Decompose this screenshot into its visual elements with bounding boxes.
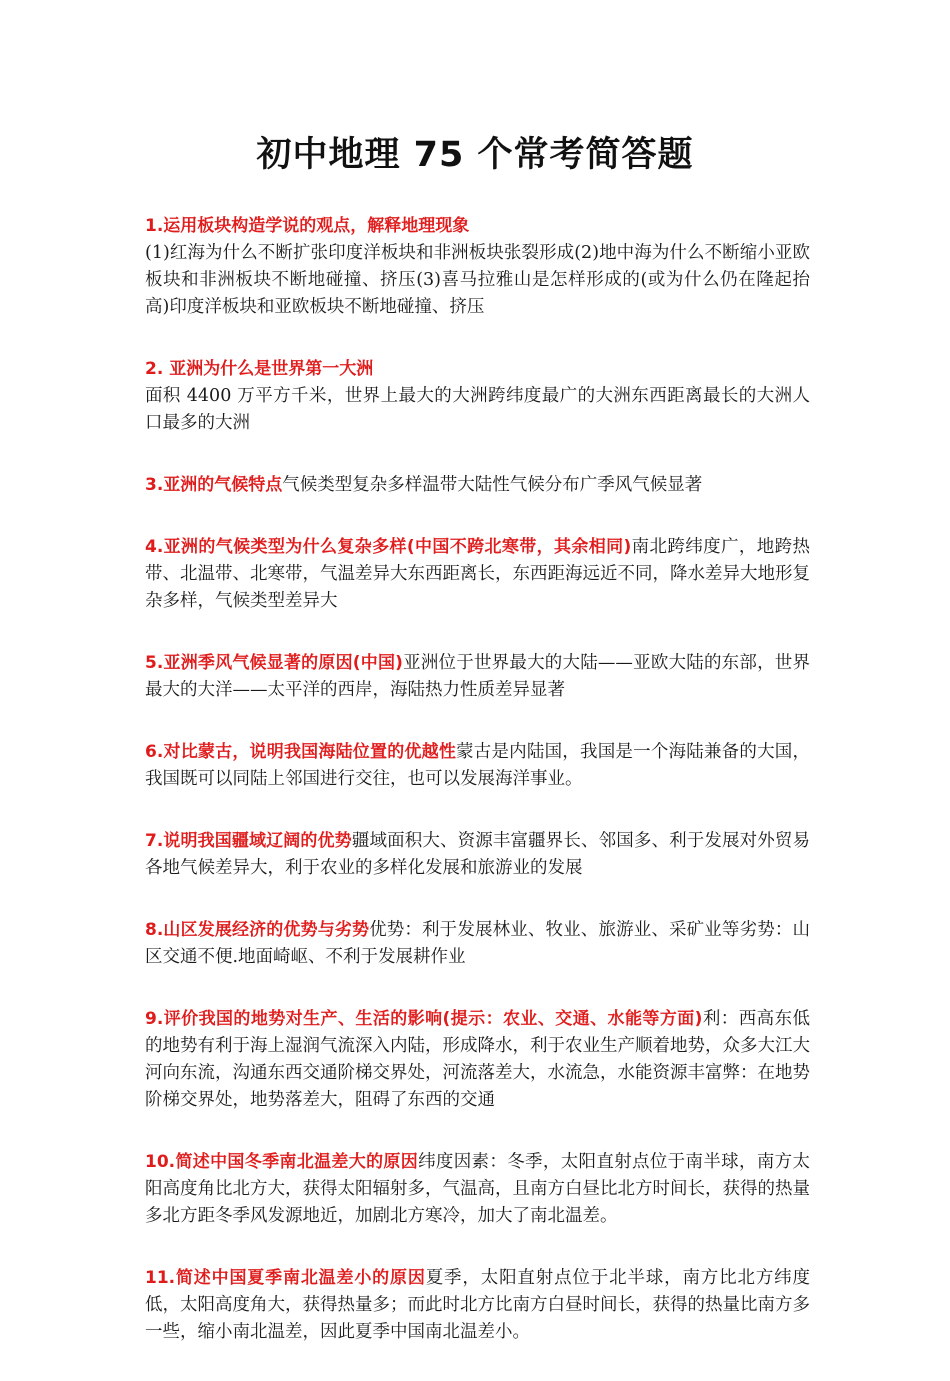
qa-item-6 [145, 739, 810, 793]
qa-item-7 [145, 828, 810, 882]
qa-answer: 优势：利于发展林业、牧业、旅游业、采矿业等劣势：山区交通不便.地面崎岖、不利于发展耕作业 [145, 920, 810, 967]
qa-item-1 [145, 213, 810, 321]
qa-list [145, 213, 810, 1381]
qa-item-4 [145, 534, 810, 615]
qa-item-8 [145, 917, 810, 971]
qa-item-10 [145, 1149, 810, 1230]
qa-answer: 利：西高东低的地势有利于海上湿润气流深入内陆，形成降水，利于农业生产顺着地势，众多大江大河向东流，沟通东西交通阶梯交界处，河流落差大，水流急，水能资源丰富弊：在地势阶梯交界处，地势落差大，阻碍了东西的交通 [145, 1009, 811, 1110]
qa-item-5 [145, 650, 810, 704]
qa-question: 8.山区发展经济的优势与劣势 [145, 920, 370, 940]
qa-answer: (1)红海为什么不断扩张印度洋板块和非洲板块张裂形成(2)地中海为什么不断缩小亚欧板块和非洲板块不断地碰撞、挤压(3)喜马拉雅山是怎样形成的(或为什么仍在隆起抬高)印度洋板块和亚欧板块不断地碰撞、挤压 [145, 243, 810, 317]
qa-question: 1.运用板块构造学说的观点，解释地理现象 [145, 216, 470, 236]
qa-answer: 夏季，太阳直射点位于北半球，南方比北方纬度低，太阳高度角大，获得热量多；而此时北方比南方白昼时间长，获得的热量比南方多一些，缩小南北温差，因此夏季中国南北温差小。 [145, 1268, 811, 1342]
qa-item-2 [145, 356, 810, 437]
document-title: 初中地理 75 个常考简答题 [256, 135, 694, 175]
qa-question: 10.简述中国冬季南北温差大的原因 [145, 1152, 419, 1172]
qa-answer: 蒙古是内陆国，我国是一个海陆兼备的大国，我国既可以同陆上邻国进行交往，也可以发展海洋事业。 [145, 742, 811, 789]
qa-question: 11.简述中国夏季南北温差小的原因 [145, 1268, 426, 1288]
qa-question: 2. 亚洲为什么是世界第一大洲 [145, 359, 374, 379]
qa-question: 7.说明我国疆域辽阔的优势 [145, 831, 352, 851]
qa-question: 4.亚洲的气候类型为什么复杂多样(中国不跨北寒带，其余相同) [145, 537, 632, 557]
qa-answer: 南北跨纬度广，地跨热带、北温带、北寒带，气温差异大东西距离长，东西距海远近不同，降水差异大地形复杂多样，气候类型差异大 [145, 537, 811, 611]
qa-answer: 疆域面积大、资源丰富疆界长、邻国多、利于发展对外贸易各地气候差异大，利于农业的多样化发展和旅游业的发展 [145, 831, 810, 878]
qa-item-3 [145, 472, 810, 499]
qa-question: 6.对比蒙古，说明我国海陆位置的优越性 [145, 742, 457, 762]
qa-answer: 亚洲位于世界最大的大陆——亚欧大陆的东部，世界最大的大洋——太平洋的西岸，海陆热力性质差异显著 [145, 653, 810, 700]
qa-question: 5.亚洲季风气候显著的原因(中国) [145, 653, 403, 673]
qa-answer: 面积 4400 万平方千米，世界上最大的大洲跨纬度最广的大洲东西距离最长的大洲人口最多的大洲 [145, 386, 810, 433]
qa-question: 9.评价我国的地势对生产、生活的影响(提示：农业、交通、水能等方面) [145, 1009, 703, 1029]
qa-item-11 [145, 1265, 810, 1346]
qa-answer: 气候类型复杂多样温带大陆性气候分布广季风气候显著 [282, 475, 703, 495]
qa-question: 3.亚洲的气候特点 [145, 475, 283, 495]
qa-item-9 [145, 1006, 810, 1114]
qa-answer: 纬度因素：冬季，太阳直射点位于南半球，南方太阳高度角比北方大，获得太阳辐射多，气温高，且南方白昼比北方时间长，获得的热量多北方距冬季风发源地近，加剧北方寒冷，加大了南北温差。 [145, 1152, 810, 1226]
